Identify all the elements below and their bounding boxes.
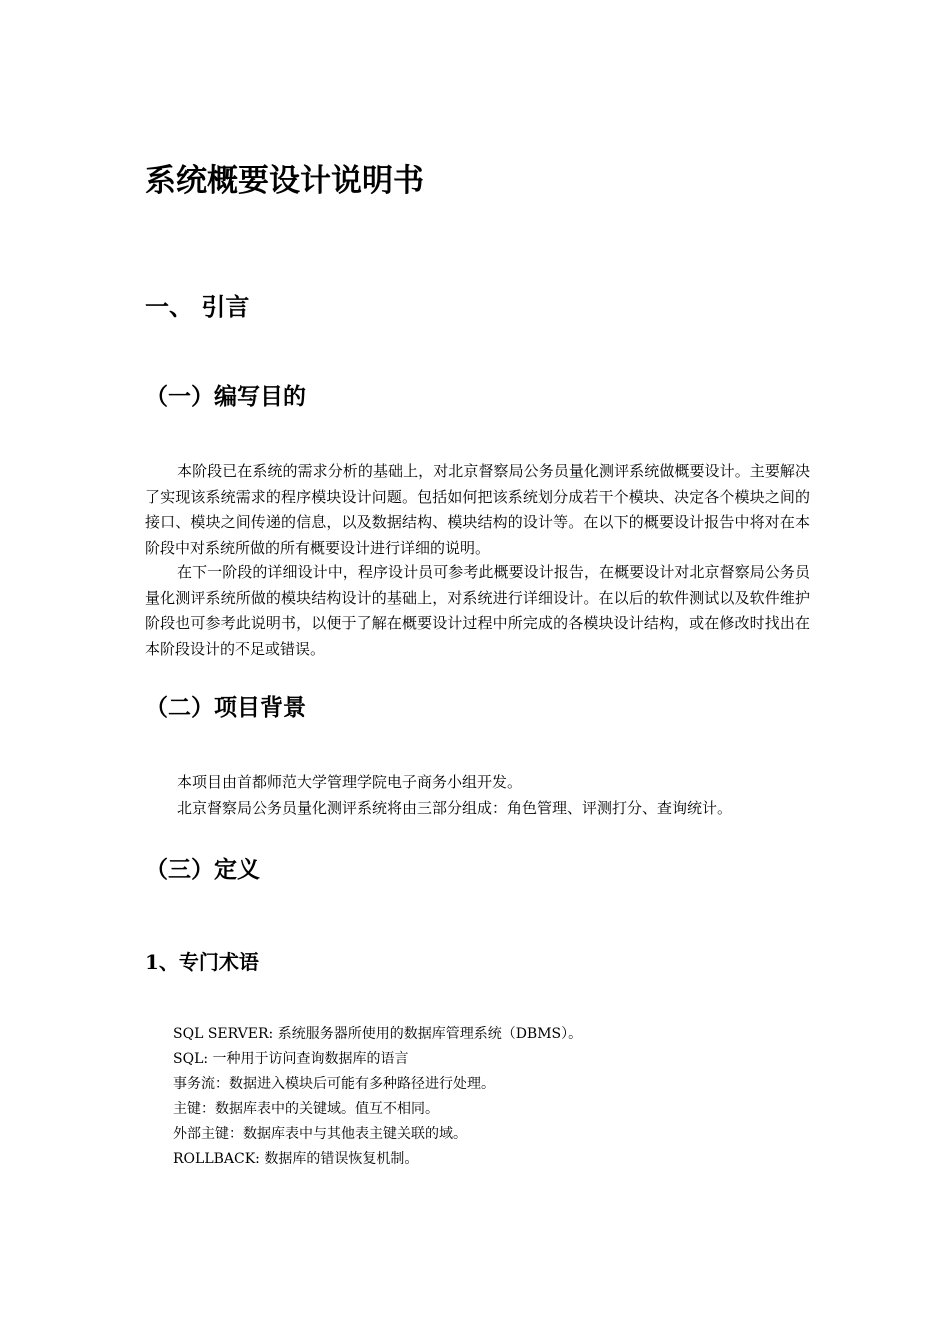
subsection-heading-definitions: （三）定义 (145, 856, 260, 883)
subsection-heading-purpose: （一）编写目的 (145, 383, 306, 410)
document-title: 系统概要设计说明书 (145, 163, 424, 199)
section-heading-introduction: 一、 引言 (145, 292, 250, 321)
background-line-1: 本项目由首都师范大学管理学院电子商务小组开发。 (177, 773, 523, 791)
term-item: SQL SERVER: 系统服务器所使用的数据库管理系统（DBMS）。 (173, 1026, 583, 1042)
term-item: ROLLBACK: 数据库的错误恢复机制。 (173, 1151, 419, 1167)
background-line-2: 北京督察局公务员量化测评系统将由三部分组成：角色管理、评测打分、查询统计。 (177, 799, 733, 817)
term-item: 事务流：数据进入模块后可能有多种路径进行处理。 (173, 1076, 495, 1092)
purpose-paragraph-1: 本阶段已在系统的需求分析的基础上，对北京督察局公务员量化测评系统做概要设计。主要解决了实现该系统需求的程序模块设计问题。包括如何把该系统划分成若干个模块、决定各个模块之间的接口、模块之间传递的信息，以及数据结构、模块结构的设计等。在以下的概要设计报告中将对在本阶段中对系统所做的所有概要设计进行详细的说明。 (145, 462, 810, 557)
term-item: 外部主键：数据库表中与其他表主键关联的域。 (173, 1126, 467, 1142)
subsection-heading-background: （二）项目背景 (145, 694, 306, 721)
terms-heading: 1、专门术语 (145, 950, 259, 974)
term-item: 主键：数据库表中的关键域。值互不相同。 (173, 1101, 439, 1117)
purpose-paragraph-2: 在下一阶段的详细设计中，程序设计员可参考此概要设计报告，在概要设计对北京督察局公务员量化测评系统所做的模块结构设计的基础上，对系统进行详细设计。在以后的软件测试以及软件维护阶段也可参考此说明书，以便于了解在概要设计过程中所完成的各模块设计结构，或在修改时找出在本阶段设计的不足或错误。 (145, 563, 810, 658)
term-item: SQL: 一种用于访问查询数据库的语言 (173, 1051, 409, 1067)
